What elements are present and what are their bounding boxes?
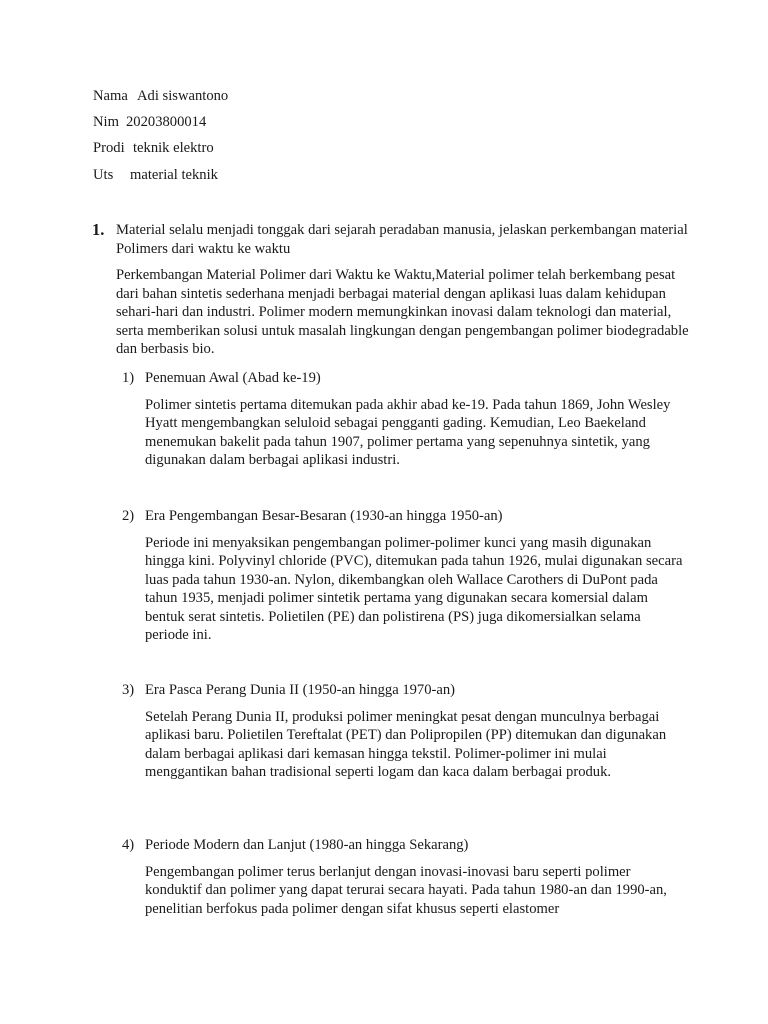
section-2-number: 2)	[122, 508, 135, 524]
prodi-label: Prodi	[93, 140, 125, 156]
question-number: 1.	[92, 220, 105, 239]
uts-value: material teknik	[130, 167, 218, 183]
section-1-title: Penemuan Awal (Abad ke-19)	[145, 370, 321, 386]
section-4-title: Periode Modern dan Lanjut (1980-an hingga Sekarang)	[145, 837, 469, 853]
question-text: Material selalu menjadi tonggak dari sejarah peradaban manusia, jelaskan perkembangan material Polimers dari waktu ke waktu	[116, 222, 688, 257]
section-2-body: Periode ini menyaksikan pengembangan polimer-polimer kunci yang masih digunakan hingga kini. Polyvinyl chloride (PVC), ditemukan pada tahun 1926, mulai digunakan secara luas pada tahun 1930-an. Nylon, dikembangkan oleh Wallace Carothers di DuPont pada tahun 1935, menjadi polimer sintetik pertama yang digunakan secara komersial dalam bentuk serat sintetis. Polietilen (PE) dan polistirena (PS) juga dikomersialkan selama periode ini.	[145, 535, 683, 644]
section-2-title: Era Pengembangan Besar-Besaran (1930-an hingga 1950-an)	[145, 508, 503, 524]
intro-paragraph: Perkembangan Material Polimer dari Waktu ke Waktu,Material polimer telah berkembang pesat dari bahan sintetis sederhana menjadi berbagai material dengan aplikasi luas dalam kehidupan sehari-hari dan industri. Polimer modern memungkinkan inovasi dalam teknologi dan material, serta memberikan solusi untuk masalah lingkungan dengan pengembangan polimer biodegradable dan berbasis bio.	[116, 267, 689, 357]
prodi-line	[93, 139, 214, 157]
name-line	[93, 87, 228, 105]
section-3-body: Setelah Perang Dunia II, produksi polimer meningkat pesat dengan munculnya berbagai aplikasi baru. Polietilen Tereftalat (PET) dan Polipropilen (PP) ditemukan dan digunakan dalam berbagai aplikasi dari kemasan hingga tekstil. Polimer-polimer ini mulai menggantikan bahan tradisional seperti logam dan kaca dalam berbagai produk.	[145, 709, 667, 781]
name-label: Nama	[93, 88, 128, 104]
nim-value: 20203800014	[126, 114, 207, 130]
uts-label: Uts	[93, 167, 114, 183]
section-1-body: Polimer sintetis pertama ditemukan pada akhir abad ke-19. Pada tahun 1869, John Wesley Hyatt mengembangkan seluloid sebagai pengganti gading. Kemudian, Leo Baekeland menemukan bakelit pada tahun 1907, polimer pertama yang sepenuhnya sintetik, yang digunakan dalam berbagai aplikasi industri.	[145, 397, 671, 469]
nim-line	[93, 113, 206, 131]
uts-line	[93, 166, 218, 184]
section-3-number: 3)	[122, 682, 135, 698]
section-4-number: 4)	[122, 837, 135, 853]
name-value: Adi siswantono	[137, 88, 229, 104]
section-3-title: Era Pasca Perang Dunia II (1950-an hingga 1970-an)	[145, 682, 456, 698]
nim-label: Nim	[93, 114, 119, 130]
section-4-body: Pengembangan polimer terus berlanjut dengan inovasi-inovasi baru seperti polimer konduktif dan polimer yang dapat terurai secara hayati. Pada tahun 1980-an dan 1990-an, penelitian berfokus pada polimer dengan sifat khusus seperti elastomer	[145, 864, 667, 917]
prodi-value: teknik elektro	[133, 140, 214, 156]
section-1-number: 1)	[122, 370, 135, 386]
